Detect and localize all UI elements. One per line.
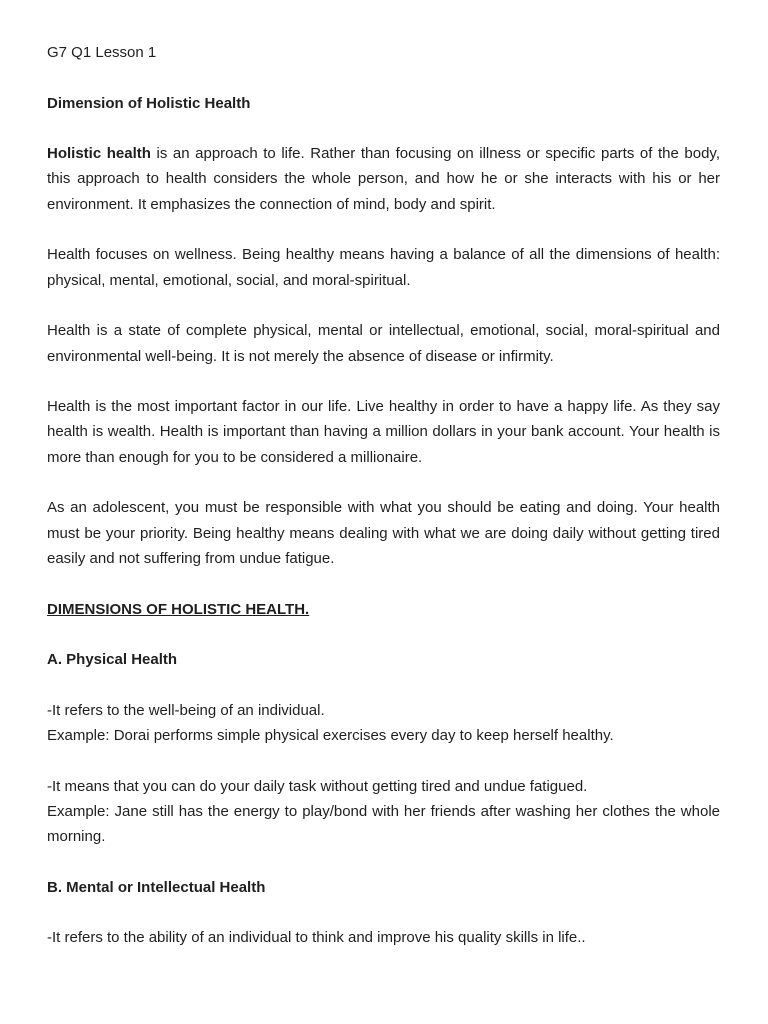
paragraph-state-of-health: Health is a state of complete physical, mental or intellectual, emotional, social, moral-spiritual and environmental well-being. It is not merely the absence of disease or infirmity. — [47, 322, 720, 365]
paragraph-health-is-wealth: Health is the most important factor in our life. Live healthy in order to have a happy life. As they say health is wealth. Health is important than having a million dollars in your bank account. Your health is more than enough for you to be considered a millionaire. — [47, 398, 720, 466]
physical-example-1: Example: Dorai performs simple physical exercises every day to keep herself healthy. — [47, 727, 614, 745]
paragraph-adolescent: As an adolescent, you must be responsible with what you should be eating and doing. Your health must be your priority. Being healthy means dealing with what we are doing daily without getting tired easily and not suffering from undue fatigue. — [47, 499, 720, 567]
intro-paragraph — [47, 141, 720, 217]
paragraph-wellness: Health focuses on wellness. Being healthy means having a balance of all the dimensions of health: physical, mental, emotional, social, and moral-spiritual. — [47, 246, 720, 289]
intro-term: Holistic health — [47, 145, 151, 163]
physical-example-2: Example: Jane still has the energy to play/bond with her friends after washing her clothes the whole morning. — [47, 802, 720, 846]
document-page — [47, 40, 720, 951]
dimensions-heading: DIMENSIONS OF HOLISTIC HEALTH. — [47, 600, 310, 618]
physical-health-title: A. Physical Health — [47, 651, 178, 669]
mental-point-1: -It refers to the ability of an individual to think and improve his quality skills in life.. — [47, 929, 586, 947]
document-title: Dimension of Holistic Health — [47, 94, 251, 112]
intro-definition: is an approach to life. Rather than focusing on illness or specific parts of the body, this approach to health considers the whole person, and how he or she interacts with his or her environment. It emphasizes the connection of mind, body and spirit. — [47, 145, 720, 213]
mental-health-title: B. Mental or Intellectual Health — [47, 878, 266, 896]
physical-point-2: -It means that you can do your daily task without getting tired and undue fatigued. — [47, 777, 588, 795]
lesson-label: G7 Q1 Lesson 1 — [47, 44, 157, 61]
physical-point-1: -It refers to the well-being of an individual. — [47, 701, 325, 719]
